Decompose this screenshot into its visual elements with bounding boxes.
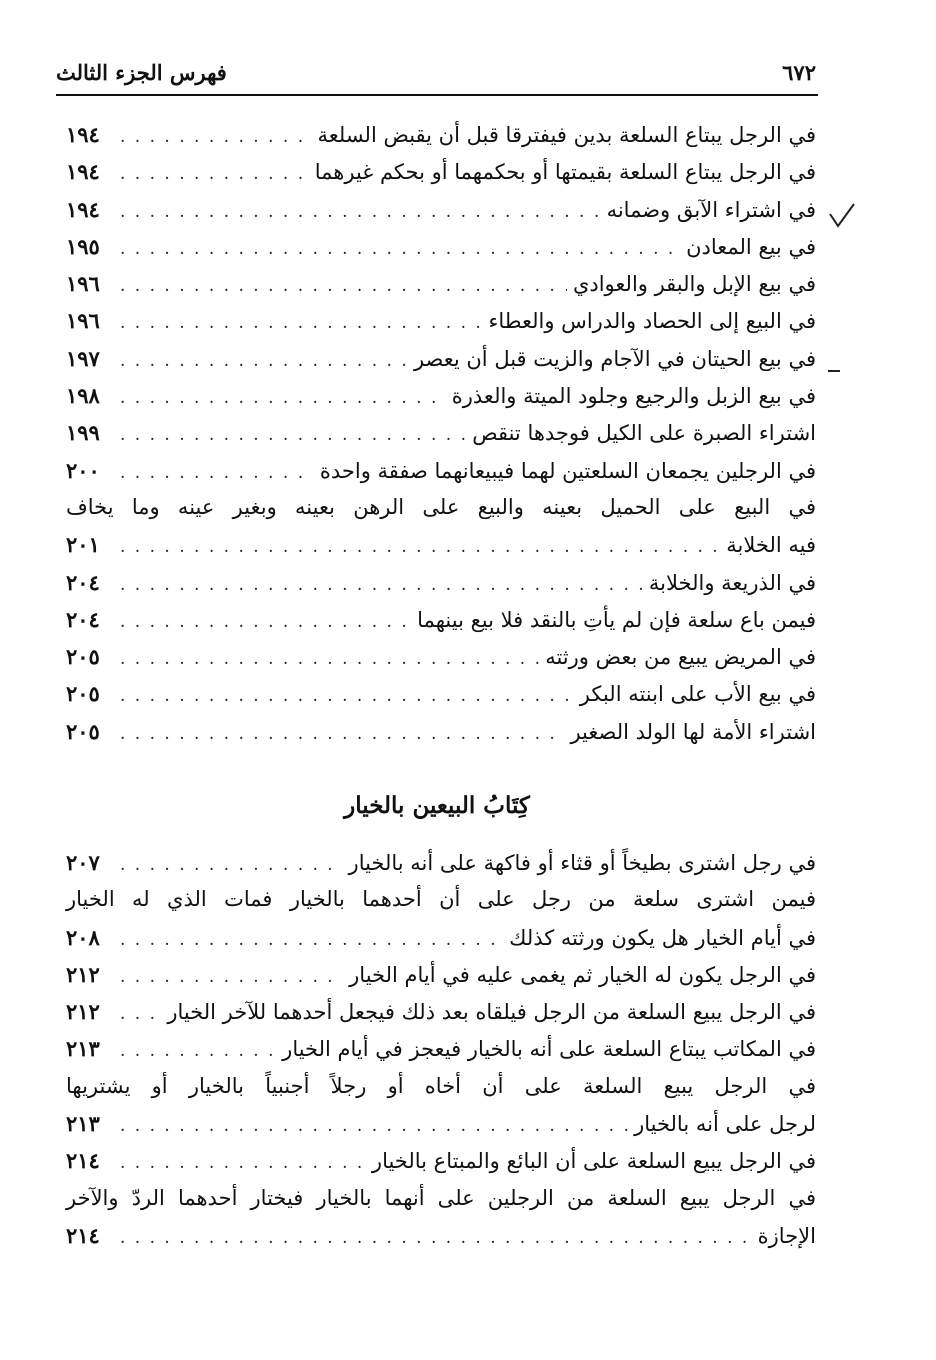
index-list-second [66,844,816,1254]
entry-page-number: ٢١٢ [66,961,100,987]
entry-page-number: ١٩٩ [66,420,100,446]
entry-title: لرجل على أنه بالخيار [634,1112,816,1137]
dot-leader [120,156,309,193]
page-number: ٦٧٢ [782,59,816,85]
entry-page-number: ١٩٤ [66,122,100,147]
entry-page-number: ٢١٤ [66,1222,100,1248]
index-entry [66,489,816,526]
index-entry [66,638,816,675]
entry-page-number: ١٩٤ [66,159,100,185]
index-entry [66,1105,816,1142]
dot-leader [120,529,720,566]
index-entry [66,228,816,265]
dot-leader [120,959,343,996]
index-entry [66,452,816,489]
dot-leader [120,455,314,492]
entry-title: في الرجل يبتاع السلعة بقيمتها أو بحكمهما أو بحكم غيرهما [314,160,816,185]
dot-leader [120,716,564,753]
entry-page-number: ٢٠٨ [66,924,100,950]
dot-leader [120,194,601,231]
entry-page-number: ١٩٧ [66,345,100,371]
entry-title: في بيع المعادن [686,234,816,259]
dot-leader [120,1220,752,1257]
index-entry [66,191,816,228]
dot-leader [120,417,466,454]
entry-title: في اشتراء الآبق وضمانه [606,197,816,222]
index-entry [66,1217,816,1254]
entry-title: في الذريعة والخلابة [648,570,816,595]
entry-page-number: ٢٠١ [66,532,100,558]
entry-title: في بيع الزبل والرجيع وجلود الميتة والعذرة [451,384,816,409]
entry-title: فيه الخلابة [726,533,816,558]
index-entry [66,675,816,712]
page-header [56,52,816,92]
entry-page-number: ٢٠٥ [66,681,100,707]
index-entry [66,993,816,1030]
index-entry [66,265,816,302]
entry-page-number: ٢٠٤ [66,606,100,632]
index-entry [66,340,816,377]
index-entry [66,564,816,601]
entry-title: فيمن باع سلعة فإن لم يأتِ بالنقد فلا بيع بينهما [417,607,816,632]
index-entry [66,1068,816,1105]
dot-leader [120,305,483,342]
entry-page-number: ١٩٦ [66,271,100,297]
entry-title: في الرجل يبيع السلعة على أن البائع والمبتاع بالخيار [371,1149,816,1174]
dot-leader [120,922,503,959]
entry-title: في أيام الخيار هل يكون ورثته كذلك [509,925,816,950]
index-entry [66,302,816,339]
dot-leader [120,567,643,604]
entry-page-number: ٢٠٠ [66,457,100,483]
entry-page-number: ١٩٦ [66,308,100,334]
entry-title: اشتراء الصبرة على الكيل فوجدها تنقص [472,421,816,446]
index-list [66,116,816,750]
entry-page-number: ٢١٤ [66,1148,100,1174]
entry-title: في الرجل يبيع السلعة من الرجلين على أنهما بالخيار فيختار أحدهما الردّ والآخر [66,1185,816,1210]
entry-page-number: ٢٠٤ [66,569,100,595]
entry-page-number: ١٩٤ [66,196,100,222]
dot-leader [120,641,539,678]
entry-page-number: ٢٠٧ [66,850,100,875]
dot-leader [120,996,161,1033]
entry-page-number: ٢٠٥ [66,718,100,744]
entry-title: فيمن اشترى سلعة من رجل على أن أحدهما بالخيار فمات الذي له الخيار [66,887,816,912]
dot-leader [120,678,574,715]
entry-title: في الرجلين يجمعان السلعتين لهما فيبيعانهما صفقة واحدة [319,458,816,483]
index-entry [66,377,816,414]
index-entry [66,116,816,153]
dot-leader [120,604,411,641]
running-title: فهرس الجزء الثالث [56,59,227,85]
section-title: كِتَابُ البيعين بالخيار [344,792,530,819]
index-entry [66,956,816,993]
dot-leader [120,380,446,417]
entry-page-number: ١٩٨ [66,383,100,409]
entry-title: في الرجل يبتاع السلعة بدين فيفترقا قبل أن يقبض السلعة [317,123,816,147]
index-entry [66,919,816,956]
dot-leader [120,1145,366,1182]
index-entry [66,881,816,918]
dot-leader [120,231,680,268]
index-entry [66,414,816,451]
entry-title: الإجازة [757,1223,816,1248]
entry-title: اشتراء الأمة لها الولد الصغير [570,719,816,744]
index-entry [66,153,816,190]
index-entry [66,844,816,881]
dot-leader [120,1033,276,1070]
header-rule [56,94,818,96]
index-entry [66,526,816,563]
dash-mark-icon [828,368,840,374]
entry-page-number: ٢١٢ [66,999,100,1025]
dot-leader [120,847,343,884]
check-mark-icon [826,200,856,230]
entry-title: في الرجل يبيع السلعة من الرجل فيلقاه بعد ذلك فيجعل أحدهما للآخر الخيار [167,1000,816,1025]
entry-title: في الرجل يكون له الخيار ثم يغمى عليه في أيام الخيار [349,962,816,987]
entry-page-number: ٢١٣ [66,1111,100,1137]
entry-title: في بيع الحيتان في الآجام والزيت قبل أن يعصر [413,346,816,371]
entry-title: في رجل اشترى بطيخاً أو قثاء أو فاكهة على أنه بالخيار [348,851,816,875]
entry-page-number: ٢٠٥ [66,644,100,670]
entry-title: في البيع إلى الحصاد والدراس والعطاء [488,309,816,334]
dot-leader [120,1108,628,1145]
entry-title: في المكاتب يبتاع السلعة على أنه بالخيار فيعجز في أيام الخيار [282,1037,816,1062]
index-entry [66,1030,816,1067]
entry-title: في بيع الأب على ابنته البكر [579,682,816,707]
dot-leader [120,119,311,156]
entry-title: في بيع الإبل والبقر والعوادي [572,272,816,297]
entry-title: في المريض يبيع من بعض ورثته [545,645,816,670]
dot-leader [120,268,567,305]
entry-page-number: ١٩٥ [66,233,100,259]
index-entry [66,713,816,750]
entry-title: في الرجل يبيع السلعة على أن أخاه أو رجلاً أجنبياً بالخيار أو يشتريها [66,1073,816,1098]
index-entry [66,1180,816,1217]
entry-page-number: ٢١٣ [66,1036,100,1062]
dot-leader [120,343,408,380]
index-entry [66,601,816,638]
entry-title: في البيع على الحميل بعينه والبيع على الرهن بعينه وبغير عينه وما يخاف [66,494,816,519]
index-entry [66,1142,816,1179]
